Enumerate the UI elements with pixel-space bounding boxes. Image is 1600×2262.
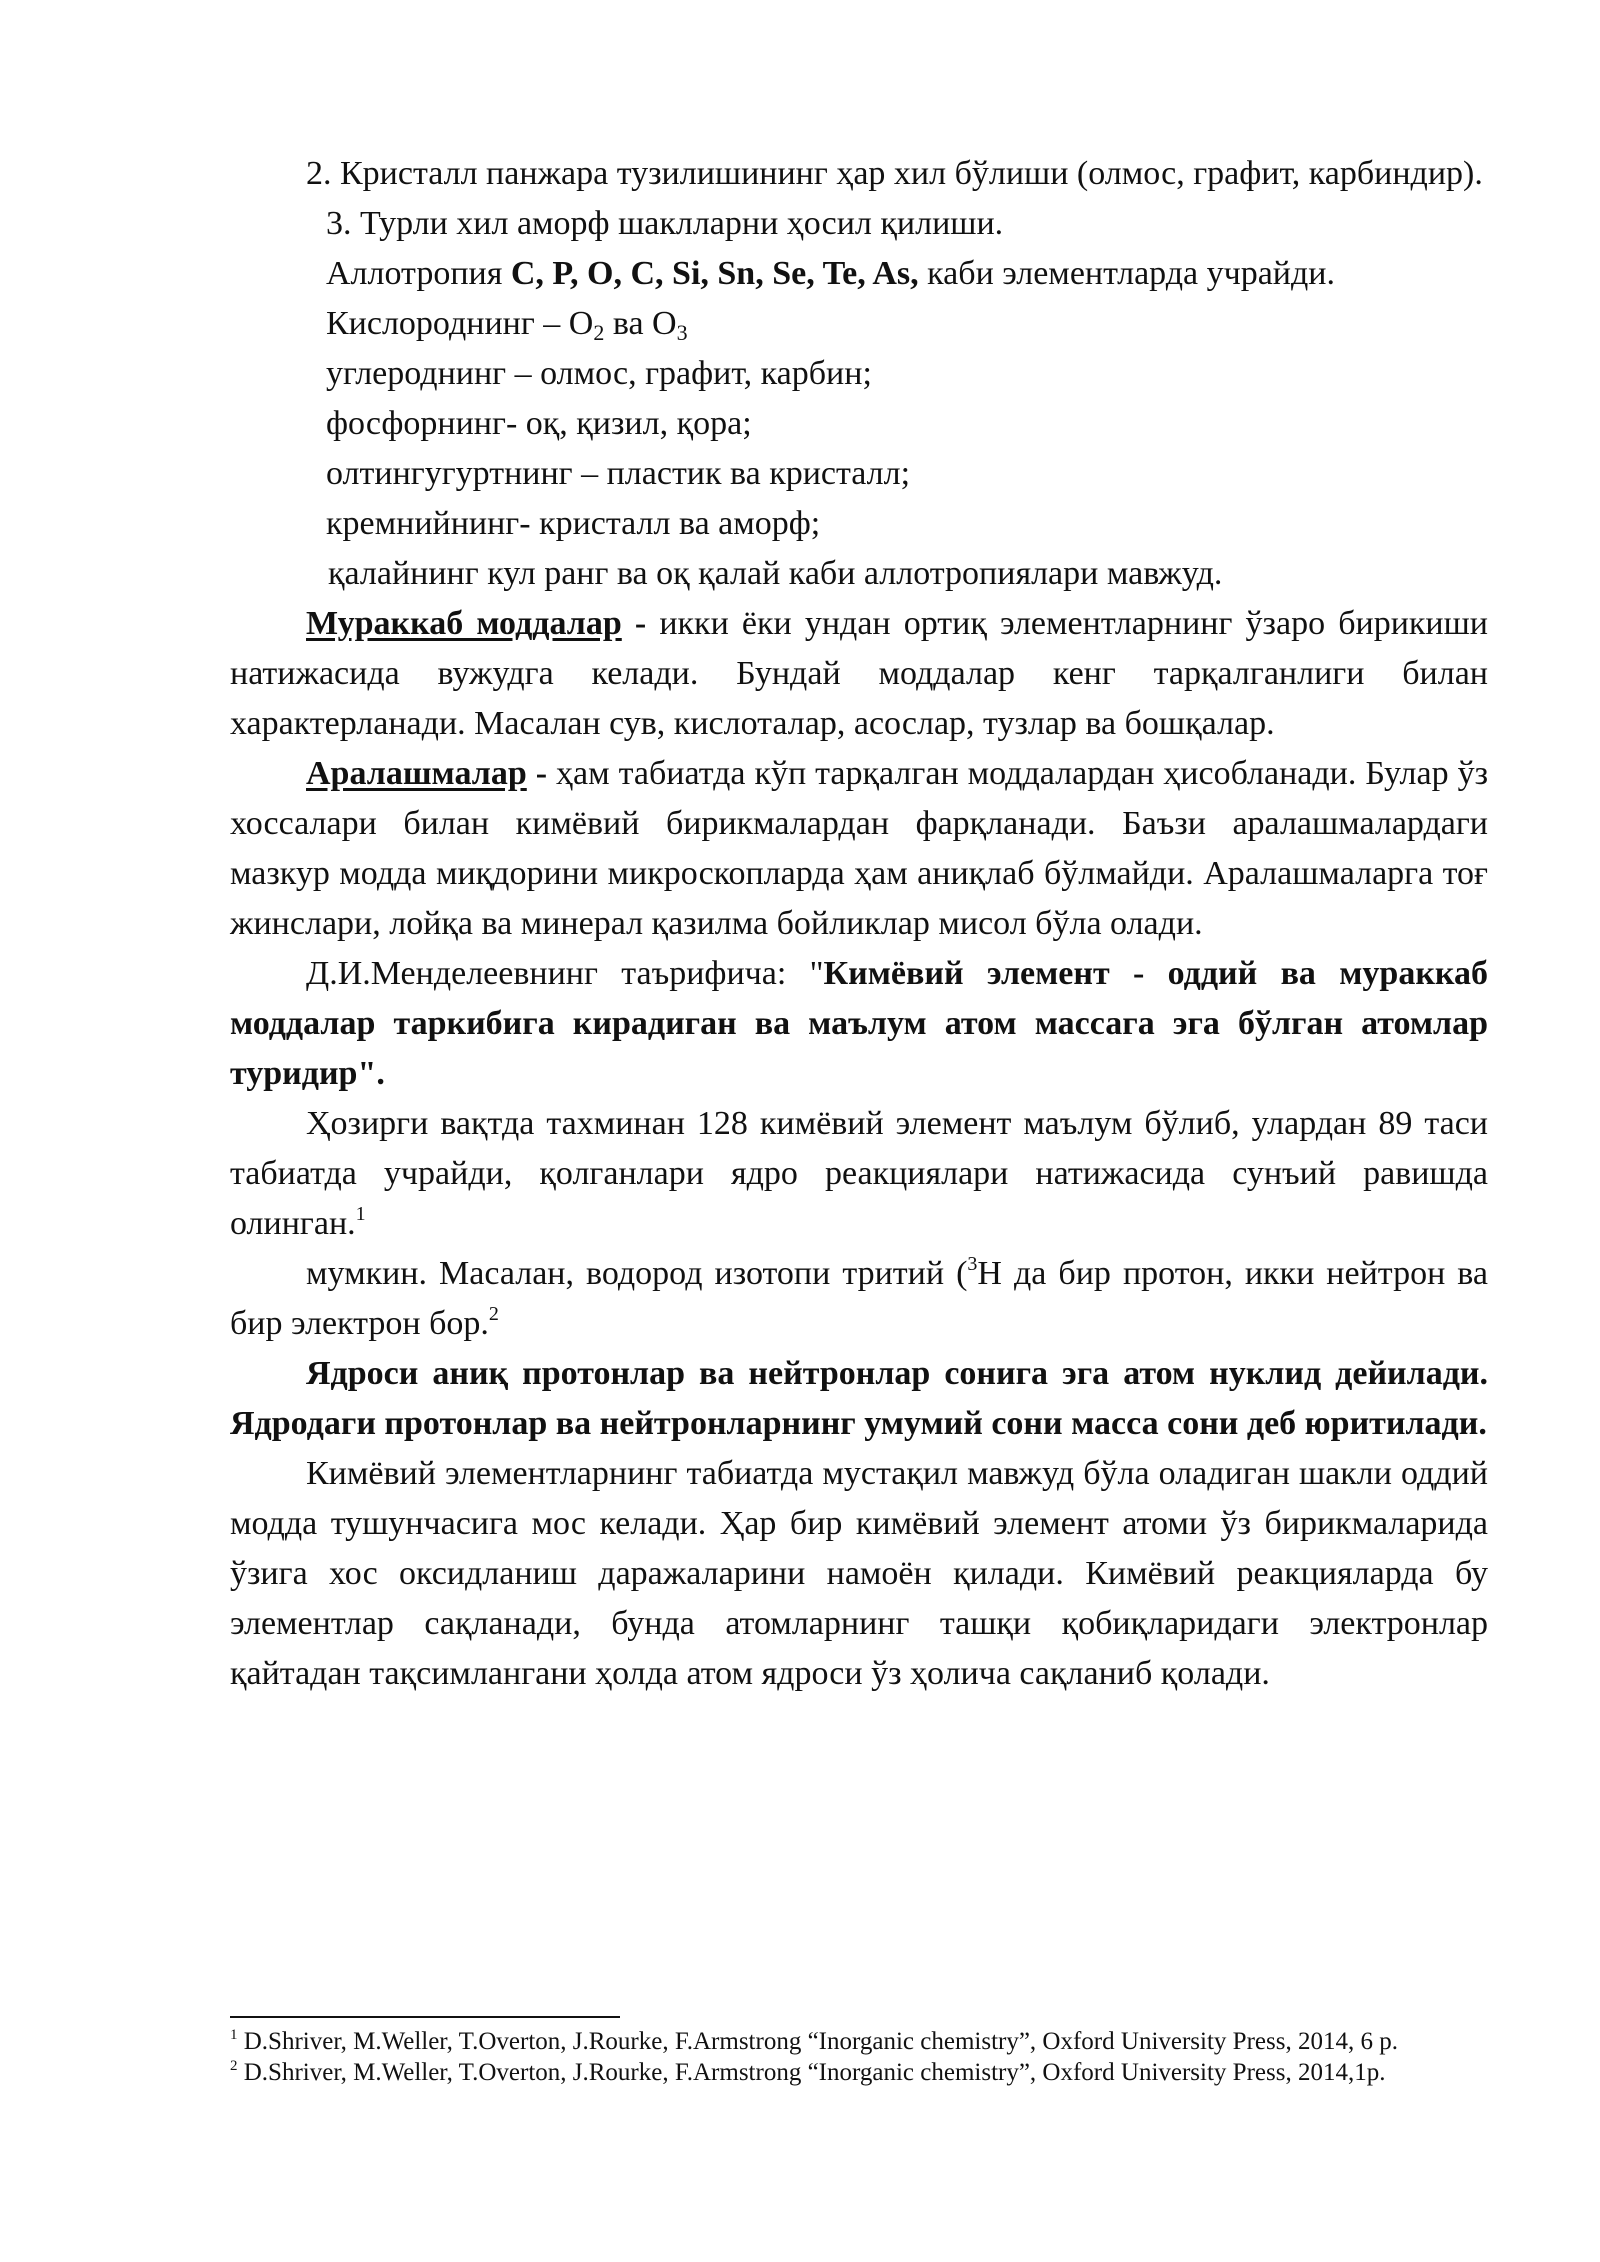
footnotes xyxy=(230,2026,1488,2088)
body-text xyxy=(230,149,1488,1699)
footnote-mark-2: 2 xyxy=(230,2058,238,2074)
allotropy-lead: Аллотропия xyxy=(326,255,511,292)
paragraph-element-count xyxy=(230,1099,1488,1249)
mendeleev-lead: Д.И.Менделеевнинг таърифича: " xyxy=(306,955,824,992)
oxygen-lead: Кислороднинг – O xyxy=(326,305,594,342)
mendeleev-definition: Кимёвий элемент - оддий ва мураккаб моддалар таркибига кирадиган ва маълум атом массага эга бўлган атомлар туридир". xyxy=(230,955,1488,1092)
tritium-text: H да бир протон, икки нейтрон ва бир электрон бор. xyxy=(230,1255,1488,1342)
line-phosphorus: фосфорнинг- оқ, қизил, қора; xyxy=(326,405,752,442)
paragraph-mixtures xyxy=(230,749,1488,949)
ozone-subscript-3: 3 xyxy=(676,320,688,345)
footnote-2 xyxy=(230,2057,1488,2088)
element-count-text: Ҳозирги вақтда тахминан 128 кимёвий элемент маълум бўлиб, улардан 89 таси табиатда учрайди, қолганлари ядро реакциялари натижасида сунъий равишда олинган. xyxy=(230,1105,1488,1242)
paragraph-chemical-element: Кимёвий элементларнинг табиатда мустақил мавжуд бўла оладиган шакли оддий модда тушунчасига мос келади. Ҳар бир кимёвий элемент атоми ўз бирикмаларида ўзига хос оксидланиш даражаларини намоён қилади. Кимёвий реакцияларда бу элементлар сақланади, бунда атомларнинг ташқи қобиқларидаги электронлар қайтадан тақсимлангани ҳолда атом ядроси ўз ҳолича сақланиб қолади. xyxy=(230,1455,1488,1692)
term-compound-substances: Мураккаб моддалар xyxy=(306,605,622,642)
mixture-text: ҳам табиатда кўп тарқалган моддалардан ҳисобланади. Булар ўз хоссалари билан кимёвий бирикмалардан фарқланади. Баъзи аралашмалардаги мазкур модда миқдорини микроскопларда ҳам аниқлаб бўлмайди. Аралашмаларга тоғ жинслари, лойқа ва минерал қазилма бойликлар мисол бўла олади. xyxy=(230,755,1489,942)
line-tin: қалайнинг кул ранг ва оқ қалай каби аллотропиялари мавжуд. xyxy=(328,555,1223,592)
paragraph-allotropy xyxy=(230,249,1488,299)
paragraph-nuclide-definition: Ядроси аниқ протонлар ва нейтронлар сонига эга атом нуклид дейилади. Ядродаги протонлар ва нейтронларнинг умумий сони масса сони деб юритилади. xyxy=(230,1355,1488,1442)
tritium-mass-number: 3 xyxy=(967,1253,978,1275)
paragraph-crystal-lattice: 2. Кристалл панжара тузилишининг ҳар хил бўлиши (олмос, графит, карбиндир). xyxy=(306,155,1483,192)
mixture-dash: - xyxy=(526,755,557,792)
allotropy-tail: каби элементларда учрайди. xyxy=(918,255,1335,292)
paragraph-mendeleev-definition xyxy=(230,949,1488,1099)
footnote-ref-2: 2 xyxy=(488,1303,499,1325)
compound-text: икки ёки ундан ортиқ элементларнинг ўзаро бирикиши натижасида вужудга келади. Бундай моддалар кенг тарқалганлиги билан характерланади. Масалан сув, кислоталар, асослар, тузлар ва бошқалар. xyxy=(230,605,1488,742)
tritium-lead: мумкин. Масалан, водород изотопи тритий ( xyxy=(306,1255,968,1292)
paragraph-tritium xyxy=(230,1249,1488,1349)
oxygen-mid: ва O xyxy=(604,305,677,342)
paragraph-amorphous-forms: 3. Турли хил аморф шаклларни ҳосил қилиши. xyxy=(326,205,1004,242)
footnote-1-text: D.Shriver, M.Weller, T.Overton, J.Rourke, F.Armstrong “Inorganic chemistry”, Oxford University Press, 2014, 6 p. xyxy=(237,2028,1398,2055)
footnote-2-text: D.Shriver, M.Weller, T.Overton, J.Rourke, F.Armstrong “Inorganic chemistry”, Oxford University Press, 2014,1p. xyxy=(237,2059,1386,2086)
allotropy-elements: C, P, O, C, Si, Sn, Se, Te, As, xyxy=(510,255,919,292)
footnote-ref-1: 1 xyxy=(355,1203,366,1225)
footnote-separator xyxy=(230,2016,620,2018)
term-mixtures: Аралашмалар xyxy=(306,755,527,792)
footnote-mark-1: 1 xyxy=(230,2027,238,2043)
paragraph-compound-substances xyxy=(230,599,1488,749)
compound-dash: - xyxy=(621,605,660,642)
line-carbon: углероднинг – олмос, графит, карбин; xyxy=(326,355,872,392)
oxygen-subscript-2: 2 xyxy=(593,320,605,345)
line-silicon: кремнийнинг- кристалл ва аморф; xyxy=(326,505,821,542)
line-sulfur: олтингугуртнинг – пластик ва кристалл; xyxy=(326,455,911,492)
line-oxygen xyxy=(230,299,1488,349)
footnote-1 xyxy=(230,2026,1488,2057)
